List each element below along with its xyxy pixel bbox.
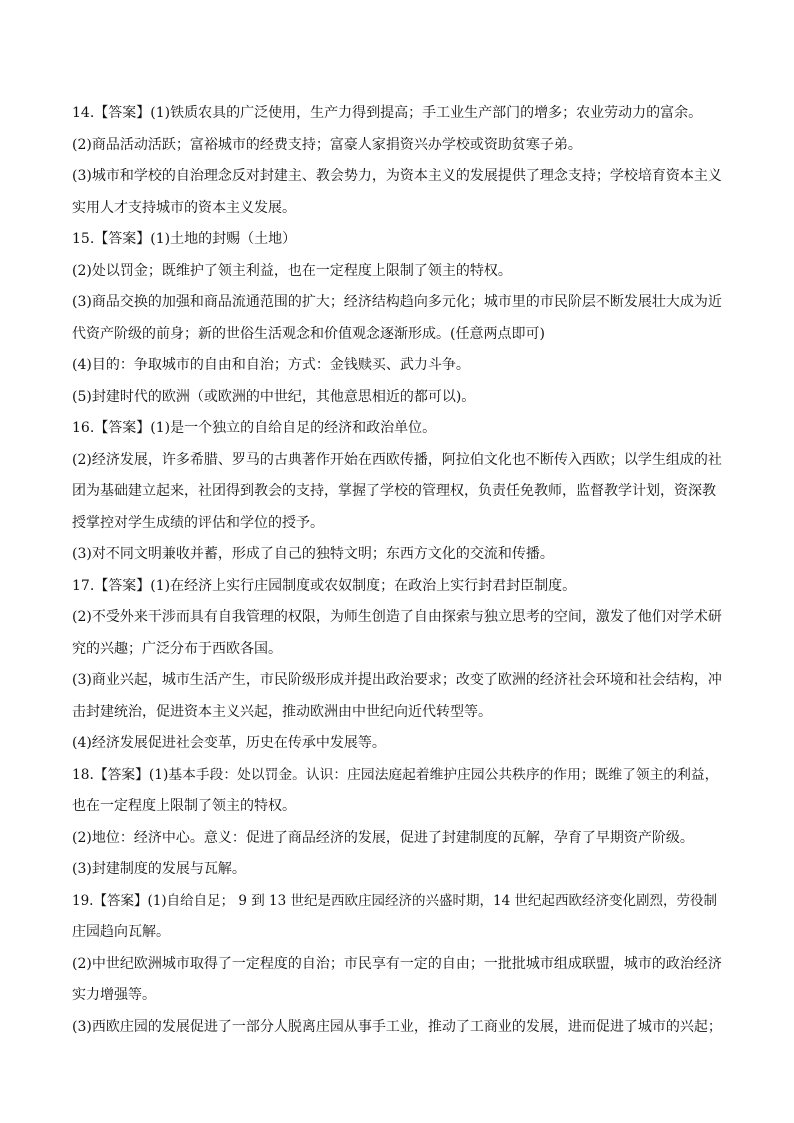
text-line: (3)封建制度的发展与瓦解。 — [72, 861, 246, 877]
text-line: 实力增强等。 — [72, 987, 156, 1003]
text-line: 17.【答案】(1)在经济上实行庄园制度或农奴制度；在政治上实行封君封臣制度。 — [72, 577, 577, 594]
text-line: (2)商品活动活跃；富裕城市的经费支持；富豪人家捐资兴办学校或资助贫寒子弟。 — [72, 136, 582, 153]
text-line: 究的兴趣；广泛分布于西欧各国。 — [72, 640, 282, 657]
text-line: 19.【答案】(1)自给自足； 9 到 13 世纪是西欧庄园经济的兴盛时期，14 世纪起西欧经济变化剧烈，劳役制 — [72, 892, 717, 909]
text-line: 代资产阶级的前身；新的世俗生活观念和价值观念逐渐形成。(任意两点即可) — [72, 325, 545, 342]
text-line: (2)地位：经济中心。意义：促进了商品经济的发展，促进了封建制度的瓦解，孕育了早期资产阶级。 — [72, 829, 694, 846]
text-line: 庄园趋向瓦解。 — [72, 924, 170, 940]
text-line: (2)中世纪欧洲城市取得了一定程度的自治；市民享有一定的自由；一批批城市组成联盟，城市的政治经济 — [72, 955, 722, 972]
text-line: (3)商业兴起，城市生活产生，市民阶级形成并提出政治要求；改变了欧洲的经济社会环境和社会结构，冲 — [72, 672, 722, 688]
text-line: (4)目的：争取城市的自由和自治；方式：金钱赎买、武力斗争。 — [72, 357, 470, 373]
text-line: 14.【答案】(1)铁质农具的广泛使用，生产力得到提高；手工业生产部门的增多；农业劳动力的富余。 — [72, 105, 703, 121]
text-line: 18.【答案】(1)基本手段：处以罚金。认识：庄园法庭起着维护庄园公共秩序的作用；既维了领主的利益， — [72, 766, 719, 783]
text-line: 团为基础建立起来，社团得到教会的支持，掌握了学校的管理权，负责任免教师，监督教学计划，资深教 — [72, 483, 716, 499]
text-line: (3)西欧庄园的发展促进了一部分人脱离庄园从事手工业，推动了工商业的发展，进而促进了城市的兴起； — [72, 1018, 722, 1035]
text-line: (5)封建时代的欧洲（或欧洲的中世纪，其他意思相近的都可以)。 — [72, 388, 476, 405]
text-line: (3)对不同文明兼收并蓄，形成了自己的独特文明；东西方文化的交流和传播。 — [72, 546, 554, 562]
text-line: 16.【答案】(1)是一个独立的自给自足的经济和政治单位。 — [72, 420, 437, 436]
text-line: 击封建统治，促进资本主义兴起，推动欧洲由中世纪向近代转型等。 — [72, 703, 492, 720]
text-line: (2)经济发展，许多希腊、罗马的古典著作开始在西欧传播，阿拉伯文化也不断传入西欧；以学生组成的社 — [72, 451, 722, 468]
text-line: (2)处以罚金；既维护了领主利益，也在一定程度上限制了领主的特权。 — [72, 262, 512, 279]
text-line: 实用人才支持城市的资本主义发展。 — [72, 199, 296, 216]
answer-text-block — [72, 98, 726, 1043]
text-line: (3)城市和学校的自治理念反对封建主、教会势力，为资本主义的发展提供了理念支持；学校培育资本主义 — [72, 168, 722, 184]
text-line: 授掌控对学生成绩的评估和学位的授予。 — [72, 514, 324, 531]
text-line: (3)商品交换的加强和商品流通范围的扩大；经济结构趋向多元化；城市里的市民阶层不断发展壮大成为近 — [72, 294, 722, 310]
text-line: (4)经济发展促进社会变革，历史在传承中发展等。 — [72, 735, 386, 751]
text-line: (2)不受外来干涉而具有自我管理的权限，为师生创造了自由探索与独立思考的空间，激发了他们对学术研 — [72, 609, 722, 625]
text-line: 也在一定程度上限制了领主的特权。 — [72, 798, 296, 814]
text-line: 15.【答案】(1)土地的封赐（土地） — [72, 231, 297, 247]
